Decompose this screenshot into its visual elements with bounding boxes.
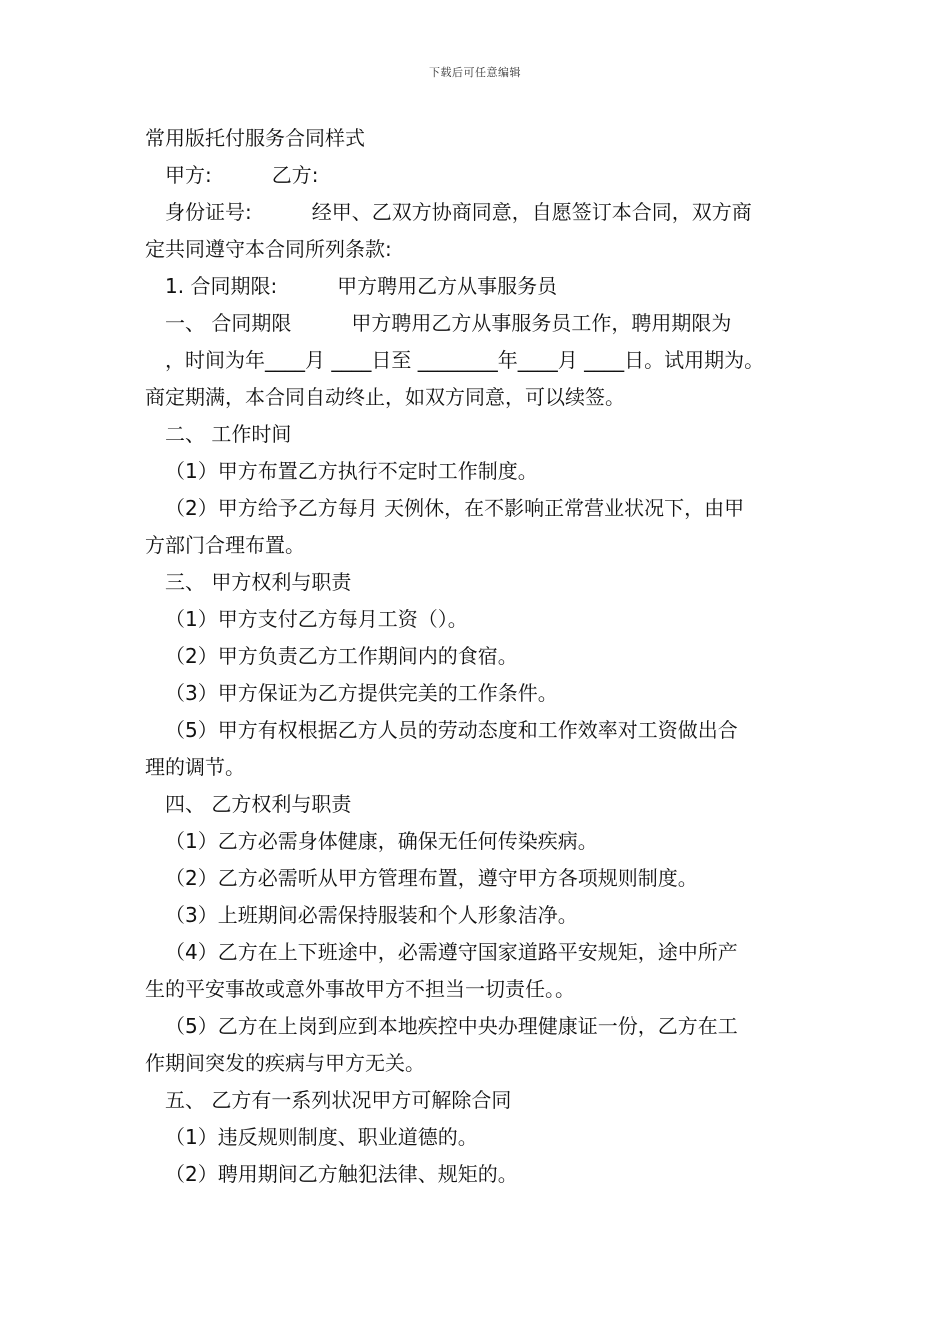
clause-line: （4）乙方在上下班途中，必需遵守国家道路平安规矩，途中所产 [165,940,738,964]
document-title: 常用版托付服务合同样式 [145,126,365,150]
paragraph-line: 理的调节。 [145,755,245,779]
paragraph-line: 作期间突发的疾病与甲方无关。 [145,1051,425,1075]
clause-line: （1）甲方支付乙方每月工资（）。 [165,607,468,631]
section-heading-2: 二、 工作时间 [165,422,292,446]
clause-line: （3）甲方保证为乙方提供完美的工作条件。 [165,681,558,705]
clause-line: 1. 合同期限: 甲方聘用乙方从事服务员 [165,274,558,298]
clause-line: （5）甲方有权根据乙方人员的劳动态度和工作效率对工资做出合 [165,718,738,742]
document-body [145,120,825,1193]
clause-line: （2）聘用期间乙方触犯法律、规矩的。 [165,1162,518,1186]
section-heading-4: 四、 乙方权利与职责 [165,792,352,816]
clause-line: （5）乙方在上岗到应到本地疾控中央办理健康证一份，乙方在工 [165,1014,738,1038]
paragraph-line: 商定期满，本合同自动终止，如双方同意，可以续签。 [145,385,625,409]
paragraph-line: 定共同遵守本合同所列条款: [145,237,392,261]
clause-line: （1）甲方布置乙方执行不定时工作制度。 [165,459,538,483]
clause-line: （2）甲方负责乙方工作期间内的食宿。 [165,644,518,668]
page-header-note: 下载后可任意编辑 [429,66,521,79]
id-number-line: 身份证号: 经甲、乙双方协商同意，自愿签订本合同，双方商 [165,200,752,224]
clause-line: （2）乙方必需听从甲方管理布置，遵守甲方各项规则制度。 [165,866,698,890]
paragraph-line: 方部门合理布置。 [145,533,305,557]
clause-line: （2）甲方给予乙方每月 天例休，在不影响正常营业状况下，由甲 [165,496,745,520]
section-heading-1: 一、 合同期限 甲方聘用乙方从事服务员工作，聘用期限为 [165,311,732,335]
paragraph-line: ，时间为年____月 ____日至 ________年____月 ____日。试用期为。 [165,348,765,372]
clause-line: （3）上班期间必需保持服装和个人形象洁净。 [165,903,578,927]
clause-line: （1）违反规则制度、职业道德的。 [165,1125,478,1149]
section-heading-5: 五、 乙方有一系列状况甲方可解除合同 [165,1088,512,1112]
clause-line: （1）乙方必需身体健康，确保无任何传染疾病。 [165,829,598,853]
paragraph-line: 生的平安事故或意外事故甲方不担当一切责任。。 [145,977,575,1001]
section-heading-3: 三、 甲方权利与职责 [165,570,352,594]
party-line: 甲方: 乙方: [165,163,319,187]
